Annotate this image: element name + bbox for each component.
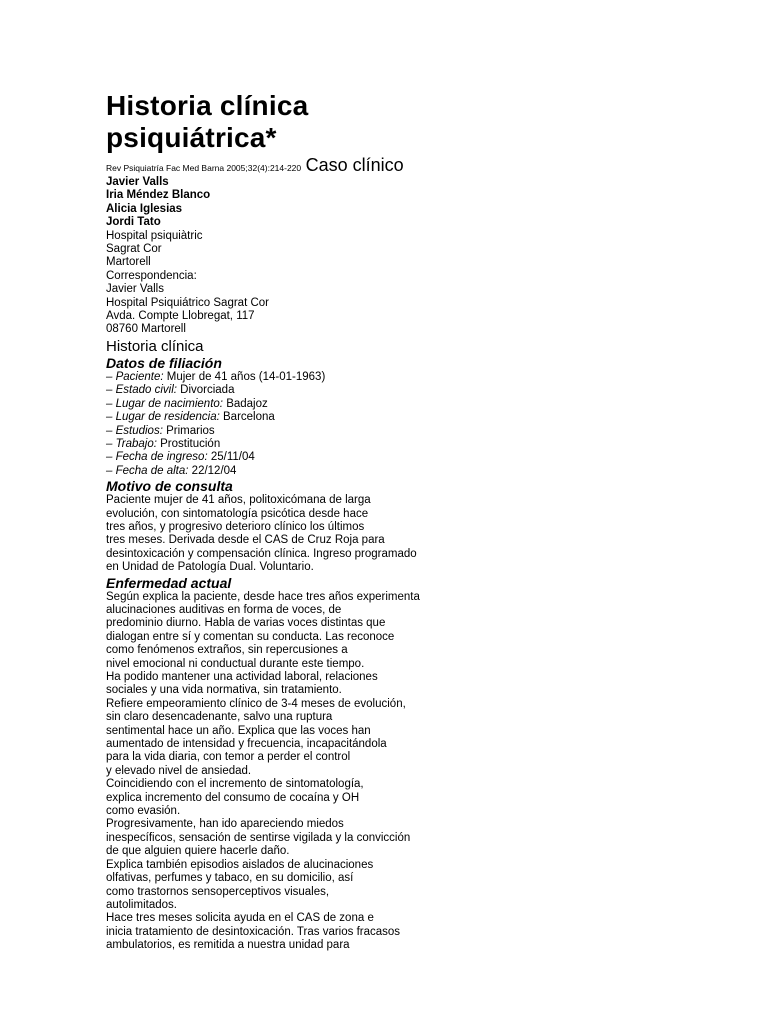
text-line: Coincidiendo con el incremento de sintomatología,: [106, 778, 364, 791]
case-label: Caso clínico: [305, 155, 404, 175]
text-line: tres años, y progresivo deterioro clínico los últimos: [106, 520, 365, 533]
text-line: aumentado de intensidad y frecuencia, incapacitándola: [106, 738, 387, 751]
text-line: sentimental hace un año. Explica que las voces han: [106, 724, 371, 737]
author-list: [106, 176, 426, 230]
text-line: sin claro desencadenante, salvo una ruptura: [106, 711, 333, 724]
list-item: [106, 384, 426, 397]
field-label: – Estado civil:: [106, 384, 177, 397]
text-line: autolimitados.: [106, 898, 177, 911]
list-item: [106, 371, 426, 384]
field-value: Badajoz: [223, 397, 268, 410]
text-line: desintoxicación y compensación clínica. Ingreso programado: [106, 547, 417, 560]
text-line: nivel emocional ni conductual durante este tiempo.: [106, 657, 365, 670]
affiliation-line: Avda. Compte Llobregat, 117: [106, 310, 255, 323]
field-value: Prostitución: [156, 437, 221, 450]
text-line: Paciente mujer de 41 años, politoxicómana de larga: [106, 494, 371, 507]
list-item: [106, 425, 426, 438]
field-value: Barcelona: [219, 411, 275, 424]
article-body: [106, 90, 426, 953]
field-label: – Lugar de residencia:: [106, 411, 220, 424]
field-label: – Fecha de ingreso:: [106, 451, 208, 464]
author-name: Alicia Iglesias: [106, 202, 183, 215]
affiliation-block: [106, 230, 426, 337]
text-line: olfativas, perfumes y tabaco, en su domicilio, así: [106, 872, 354, 885]
text-line: como fenómenos extraños, sin repercusiones a: [106, 644, 348, 657]
field-value: Mujer de 41 años (14-01-1963): [163, 370, 326, 383]
text-line: dialogan entre sí y comentan su conducta. Las reconoce: [106, 630, 395, 643]
journal-reference: Rev Psiquiatría Fac Med Barna 2005;32(4):214-220: [106, 163, 302, 173]
affiliation-line: 08760 Martorell: [106, 323, 186, 336]
text-line: en Unidad de Patología Dual. Voluntario.: [106, 561, 314, 574]
affiliation-line: Correspondencia:: [106, 269, 197, 282]
author-name: Jordi Tato: [106, 216, 161, 229]
text-line: Ha podido mantener una actividad laboral, relaciones: [106, 671, 378, 683]
article-title: Historia clínica psiquiátrica*: [106, 90, 309, 153]
list-item: [106, 451, 426, 464]
affiliation-line: Sagrat Cor: [106, 243, 162, 256]
field-label: – Lugar de nacimiento:: [106, 397, 223, 410]
subheading-filiacion: Datos de filiación: [106, 354, 222, 371]
text-line: ambulatorios, es remitida a nuestra unidad para: [106, 939, 350, 952]
text-line: Según explica la paciente, desde hace tres años experimenta: [106, 590, 420, 603]
field-label: – Trabajo:: [106, 437, 157, 450]
list-item: [106, 438, 426, 451]
text-line: predominio diurno. Habla de varias voces distintas que: [106, 617, 386, 630]
field-value: 25/11/04: [207, 451, 255, 464]
text-line: inicia tratamiento de desintoxicación. Tras varios fracasos: [106, 925, 401, 938]
text-line: alucinaciones auditivas en forma de voces, de: [106, 603, 342, 616]
field-value: 22/12/04: [188, 464, 237, 477]
text-line: sociales y una vida normativa, sin tratamiento.: [106, 684, 342, 697]
text-line: de que alguien quiere hacerle daño.: [106, 845, 290, 858]
list-item: [106, 398, 426, 411]
field-label: – Fecha de alta:: [106, 464, 189, 477]
affiliation-line: Hospital psiquiàtric: [106, 229, 203, 242]
section-heading-historia: Historia clínica: [106, 337, 204, 355]
motivo-paragraph: [106, 494, 426, 574]
text-line: Progresivamente, han ido apareciendo miedos: [106, 818, 344, 831]
field-value: Divorciada: [176, 384, 235, 397]
text-line: explica incremento del consumo de cocaína y OH: [106, 791, 360, 804]
subheading-motivo: Motivo de consulta: [106, 478, 233, 495]
field-label: – Paciente:: [106, 370, 164, 383]
text-line: como evasión.: [106, 805, 181, 818]
affiliation-line: Javier Valls: [106, 283, 164, 296]
text-line: Explica también episodios aislados de alucinaciones: [106, 858, 374, 871]
list-item: [106, 411, 426, 424]
subheading-enfermedad: Enfermedad actual: [106, 574, 232, 591]
text-line: evolución, con sintomatología psicótica desde hace: [106, 507, 369, 520]
author-name: Javier Valls: [106, 176, 169, 188]
filiacion-list: [106, 371, 426, 478]
text-line: Hace tres meses solicita ayuda en el CAS de zona e: [106, 912, 374, 925]
enfermedad-paragraph: [106, 591, 426, 953]
field-label: – Estudios:: [106, 424, 163, 437]
reference-line: [106, 155, 426, 176]
text-line: como trastornos sensoperceptivos visuales,: [106, 885, 330, 898]
text-line: para la vida diaria, con temor a perder el control: [106, 751, 351, 764]
text-line: tres meses. Derivada desde el CAS de Cruz Roja para: [106, 534, 385, 547]
text-line: Refiere empeoramiento clínico de 3-4 meses de evolución,: [106, 697, 406, 710]
author-name: Iria Méndez Blanco: [106, 189, 211, 202]
list-item: [106, 465, 426, 478]
field-value: Primarios: [162, 424, 215, 437]
affiliation-line: Martorell: [106, 256, 151, 269]
affiliation-line: Hospital Psiquiátrico Sagrat Cor: [106, 296, 269, 309]
text-line: inespecíficos, sensación de sentirse vigilada y la convicción: [106, 831, 411, 844]
text-line: y elevado nivel de ansiedad.: [106, 764, 252, 777]
